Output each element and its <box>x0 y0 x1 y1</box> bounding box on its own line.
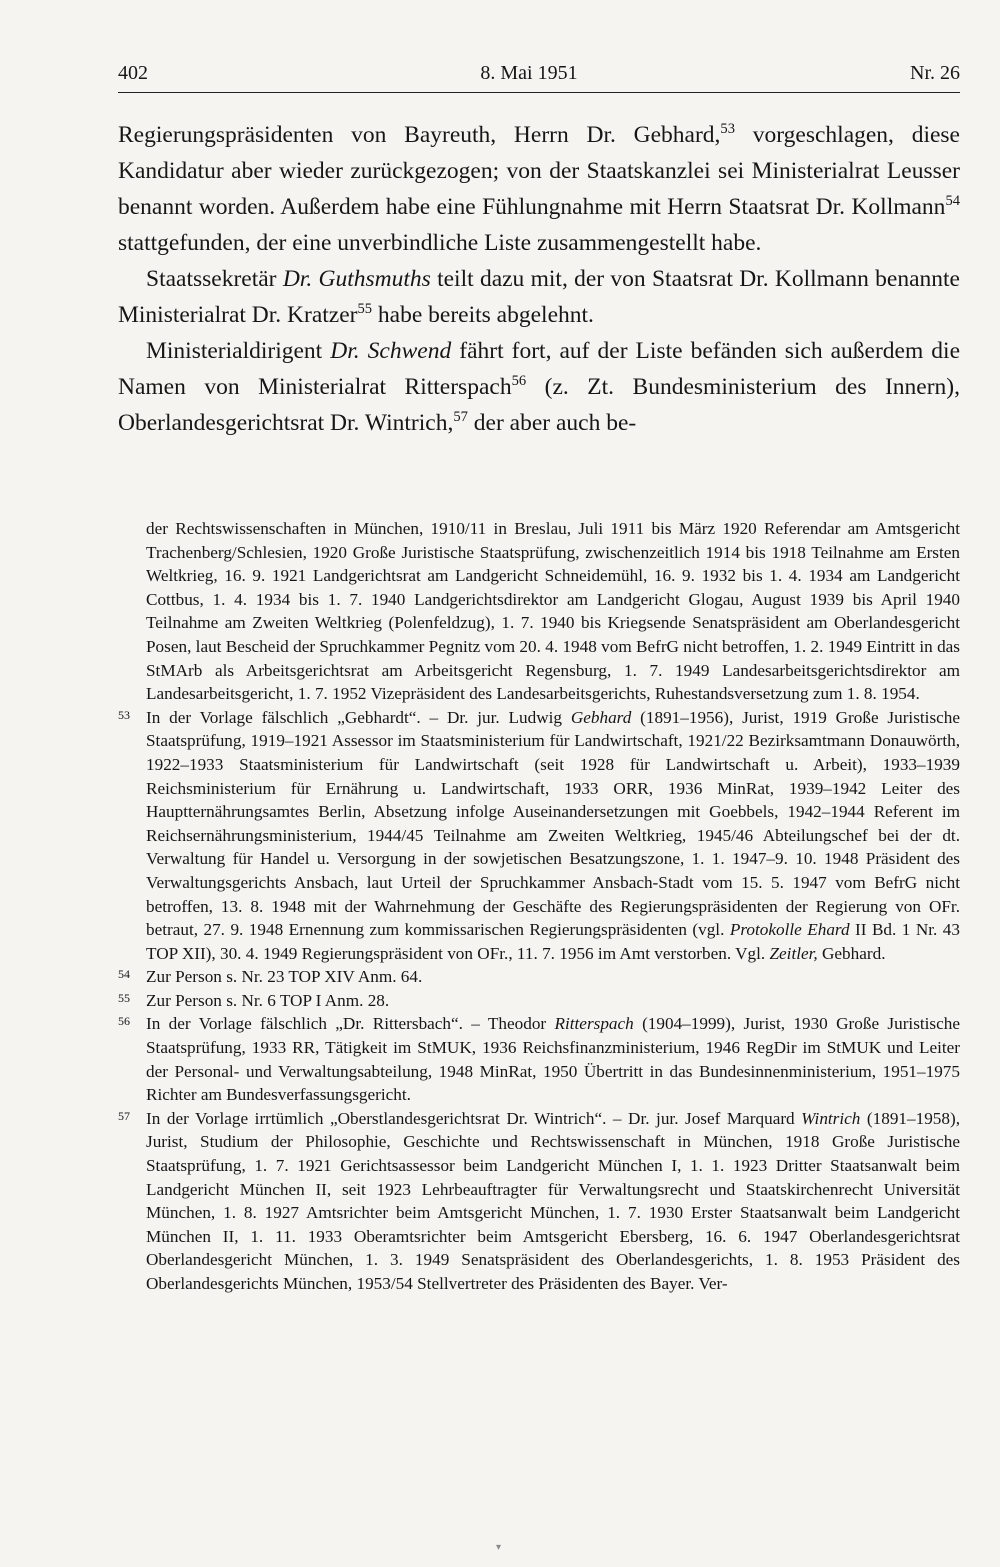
document-number: Nr. 26 <box>910 62 960 84</box>
footnote-number: 54 <box>118 967 130 982</box>
text-run: In der Vorlage fälschlich „Dr. Rittersbach“. – Theodor <box>146 1014 555 1034</box>
text-run: fährt fort, auf der Liste befänden sich außerdem die Namen von Ministerialrat Ritterspach <box>118 338 961 400</box>
footnote-number: 53 <box>118 707 130 722</box>
text-run: In der Vorlage irrtümlich „Oberstlandesgerichtsrat Dr. Wintrich“. – Dr. jur. Josef Marquard <box>146 1108 802 1128</box>
work-title: Protokolle Ehard <box>729 920 850 940</box>
text-run: teilt dazu mit, der von Staatsrat Dr. Kollmann benannte Ministerialrat Dr. Kratzer <box>118 266 960 328</box>
footnote-text: Zur Person s. Nr. 23 TOP XIV Anm. 64. <box>146 967 423 987</box>
text-run: Regierungspräsidenten von Bayreuth, Herrn Dr. Gebhard, <box>118 122 721 148</box>
speaker-name: Dr. Schwend <box>330 338 452 364</box>
running-header <box>118 60 960 93</box>
text-run: (1891–1958), Jurist, Studium der Philosophie, Geschichte und Rechtswissenschaft in München, 1918 Große Juristische Staatsprüfung, 1. 7. 1921 Gerichtsassessor beim Landgericht München I, 1. 1. 1923 Dritter Staatsanwalt beim Landgericht München II, seit 1923 Lehrbeauftragter für Verwaltungsrecht und Staatskirchenrecht Universität München, 1. 8. 1927 Amtsrichter beim Amtsgericht München, 1. 7. 1930 Erster Staatsanwalt beim Landgericht München II, 1. 11. 1933 Oberamtsrichter beim Amtsgericht Ebersberg, 16. 6. 1947 Oberlandesgerichtsrat Oberlandesgericht München, 1. 3. 1949 Senatspräsident des Oberlandesgerichts, 1. 8. 1953 Präsident des Oberlandesgerichts München, 1953/54 Stellvertreter des Präsidenten des Bayer. Ver- <box>146 1108 960 1293</box>
footnote-number: 55 <box>118 990 130 1005</box>
footnote-text: der Rechtswissenschaften in München, 1910/11 in Breslau, Juli 1911 bis März 1920 Referendar am Amtsgericht Trachenberg/Schlesien, 1920 Große Juristische Staatsprüfung, zwischenzeitlich 1914 bis 1918 Teilnahme am Ersten Weltkrieg, 16. 9. 1921 Landgerichtsrat am Landgericht Schneidemühl, 16. 9. 1932 bis 1. 4. 1934 am Landgericht Cottbus, 1. 4. 1934 bis 1. 7. 1940 Landgerichtsdirektor am Landgericht Glogau, August 1939 bis April 1940 Teilnahme am Zweiten Weltkrieg (Polenfeldzug), 1. 7. 1940 bis Kriegsende Senatspräsident am Oberlandesgericht Posen, laut Bescheid der Spruchkammer Pegnitz vom 20. 4. 1948 vom BefrG nicht betroffen, 1. 2. 1949 Eintritt in das StMArb als Arbeitsgerichtsrat am Arbeitsgericht Regensburg, 1. 7. 1949 Landesarbeitsgerichtsdirektor am Landesarbeitsgericht, 1. 7. 1952 Vizepräsident des Landesarbeitsgerichts, Ruhestandsversetzung zum 1. 8. 1954. <box>146 519 960 704</box>
person-name: Gebhard <box>570 707 632 727</box>
footnote-continuation <box>118 517 960 706</box>
page-number: 402 <box>118 62 148 84</box>
footnote-55 <box>118 989 960 1013</box>
footnote-54 <box>118 965 960 989</box>
footnote-ref-57[interactable]: 57 <box>453 409 468 426</box>
text-run: stattgefunden, der eine unverbindliche Liste zusammengestellt habe. <box>118 230 762 256</box>
author-name: Zeitler, <box>769 943 818 963</box>
text-run: (1891–1956), Jurist, 1919 Große Juristische Staatsprüfung, 1919–1921 Assessor im Staatsministerium für Landwirtschaft, 1921/22 Bezirksamtmann Donauwörth, 1922–1933 Staatsministerium für Landwirtschaft (seit 1928 für Landwirtschaft u. Arbeit), 1933–1939 Reichsministerium für Ernährung u. Landwirtschaft, 1933 ORR, 1936 MinRat, 1939–1942 Leiter des Hauptternährungsamtes Berlin, Absetzung infolge Auseinandersetzungen mit Goebbels, 1942–1944 Referent im Reichsernährungsministerium, 1944/45 Teilnahme am Zweiten Weltkrieg, 1945/46 Abteilungschef bei der dt. Verwaltung für Handel u. Versorgung in der sowjetischen Besatzungszone, 1. 1. 1947–9. 10. 1948 Präsident des Verwaltungsgerichts Ansbach, laut Urteil der Spruchkammer Ansbach-Stadt vom 15. 5. 1947 vom BefrG nicht betroffen, 13. 8. 1948 mit der Wahrnehmung der Geschäfte des Regierungspräsidenten der Regierung von OFr. betraut, 27. 9. 1948 Ernennung zum kommissarischen Regierungspräsidenten (vgl. <box>146 707 960 940</box>
text-run: (z. Zt. Bundesministerium des Innern), Oberlandesgerichtsrat Dr. Wintrich, <box>118 374 961 436</box>
footnote-text: Zur Person s. Nr. 6 TOP I Anm. 28. <box>146 990 390 1010</box>
footnote-56 <box>118 1012 960 1106</box>
footnote-number: 56 <box>118 1014 130 1029</box>
speaker-name: Dr. Guthsmuths <box>282 266 431 292</box>
text-run: Ministerialdirigent <box>146 338 331 364</box>
footnote-ref-53[interactable]: 53 <box>720 121 735 138</box>
text-run: habe bereits abgelehnt. <box>372 302 594 328</box>
text-run: (1904–1999), Jurist, 1930 Große Juristische Staatsprüfung, 1933 RR, Tätigkeit im StMUK, 1936 Reichsfinanzministerium, 1946 RegDir im StMUK und Leiter der Personal- und Verwaltungsabteilung, 1948 MinRat, 1950 Übertritt in das Bundesinnenministerium, 1951–1975 Richter am Bundesverfassungsgericht. <box>146 1014 960 1105</box>
text-run: In der Vorlage fälschlich „Gebhardt“. – Dr. jur. Ludwig <box>146 707 571 727</box>
footnote-number: 57 <box>118 1108 130 1123</box>
paragraph-3 <box>118 333 960 441</box>
footnote-53 <box>118 706 960 966</box>
paragraph-2 <box>118 261 960 333</box>
footnote-57 <box>118 1107 960 1296</box>
text-run: II Bd. 1 Nr. 43 TOP XII), 30. 4. 1949 Regierungspräsident von OFr., 11. 7. 1956 im Amt verstorben. Vgl. <box>146 920 960 963</box>
header-date: 8. Mai 1951 <box>480 62 578 84</box>
text-run: Gebhard. <box>817 943 886 963</box>
document-page <box>118 60 960 1296</box>
footnotes-section <box>118 517 960 1296</box>
bottom-mark: ▾ <box>496 1542 502 1553</box>
text-run: der aber auch be- <box>467 410 637 436</box>
footnote-ref-56[interactable]: 56 <box>511 373 527 390</box>
text-run: Staatssekretär <box>146 266 283 292</box>
person-name: Wintrich <box>801 1108 861 1128</box>
person-name: Ritterspach <box>554 1014 634 1034</box>
paragraph-1 <box>118 117 960 261</box>
main-text <box>118 117 960 441</box>
footnote-ref-54[interactable]: 54 <box>945 193 960 210</box>
text-run: vorgeschlagen, diese Kandidatur aber wieder zurückgezogen; von der Staatskanzlei sei Ministerialrat Leusser benannt worden. Außerdem habe eine Fühlungnahme mit Herrn Staatsrat Dr. Kollmann <box>118 122 960 220</box>
footnote-ref-55[interactable]: 55 <box>357 301 373 318</box>
